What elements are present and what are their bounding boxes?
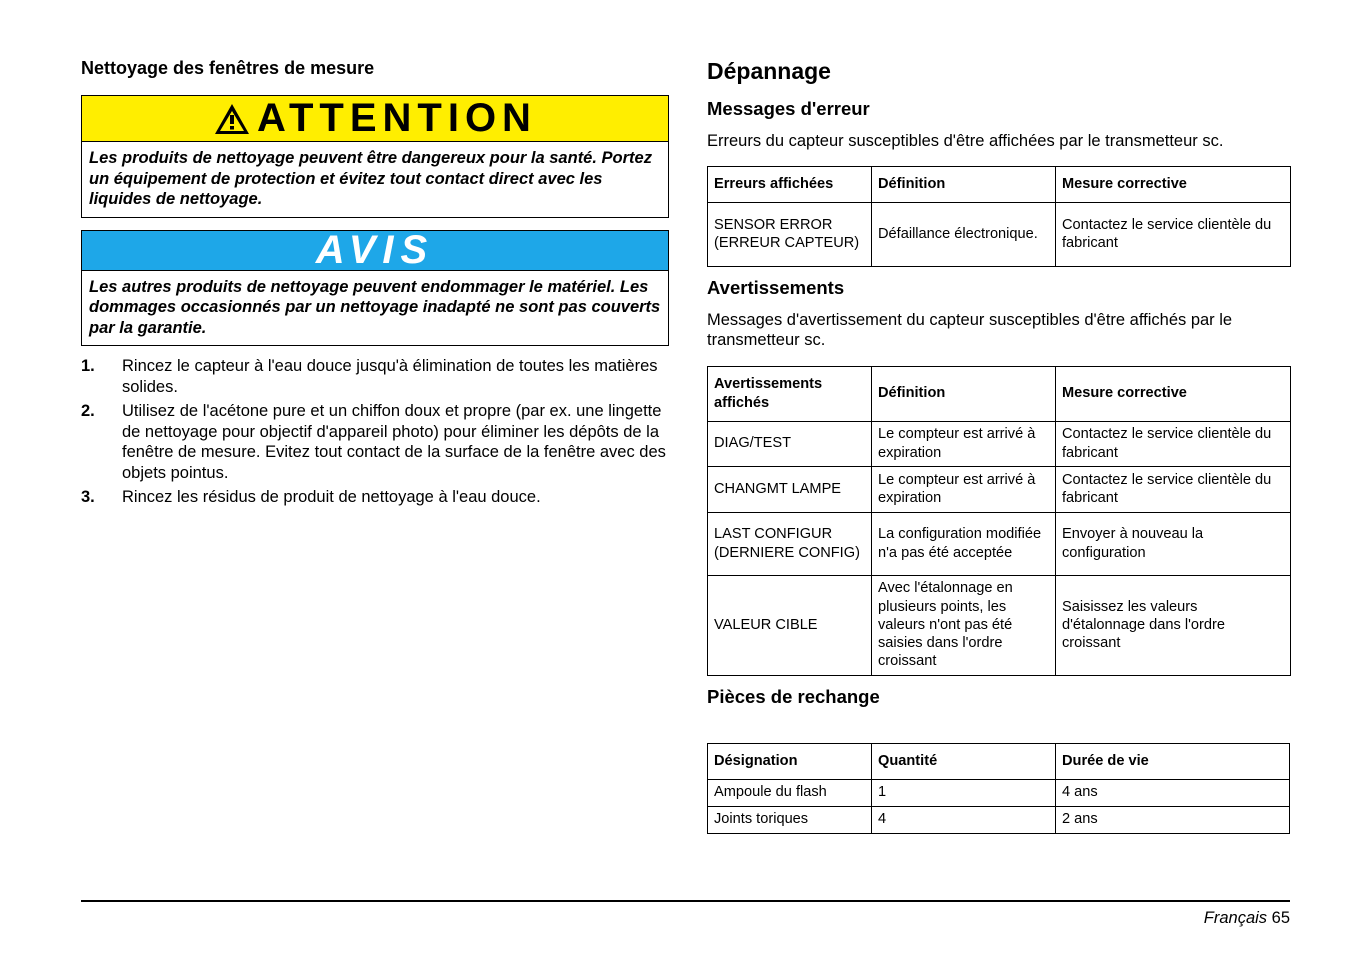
right-column [707, 57, 1290, 834]
table-cell: Ampoule du flash [708, 779, 872, 806]
table-row [708, 575, 1291, 675]
table-cell: Saisissez les valeurs d'étalonnage dans l'ordre croissant [1056, 575, 1291, 675]
errors-table [707, 166, 1291, 267]
step-item [81, 401, 669, 483]
avis-box [81, 227, 669, 347]
footer-language: Français [1203, 909, 1268, 927]
table-header-cell: Désignation [708, 743, 872, 779]
step-item [81, 356, 669, 397]
table-cell: Contactez le service clientèle du fabricant [1056, 202, 1291, 266]
table-row [708, 779, 1290, 806]
table-cell: CHANGMT LAMPE [708, 466, 872, 512]
step-text: Utilisez de l'acétone pure et un chiffon doux et propre (par ex. une lingette de nettoyage pour objectif d'appareil photo) pour éliminer les dépôts de la fenêtre de mesure. Evitez tout contact de la surface de la fenêtre avec des objets pointus. [122, 402, 666, 482]
attention-title: ATTENTION [257, 96, 537, 140]
table-cell: DIAG/TEST [708, 421, 872, 466]
left-column [81, 57, 669, 512]
table-cell: Contactez le service clientèle du fabricant [1056, 466, 1291, 512]
errors-intro: Erreurs du capteur susceptibles d'être affichées par le transmetteur sc. [707, 132, 1224, 150]
table-cell: 4 [872, 806, 1056, 833]
step-item [81, 487, 669, 508]
table-row [708, 466, 1291, 512]
table-header-cell: Quantité [872, 743, 1056, 779]
subsection-title-pieces: Pièces de rechange [707, 685, 880, 707]
avis-text: Les autres produits de nettoyage peuvent endommager le matériel. Les dommages occasionnés par un nettoyage inadapté ne sont pas couverts par la garantie. [89, 277, 661, 337]
table-header-cell: Mesure corrective [1056, 366, 1291, 421]
attention-header [82, 96, 668, 142]
table-cell: LAST CONFIGUR (DERNIERE CONFIG) [708, 512, 872, 575]
cleaning-steps [81, 356, 669, 508]
step-number: 1. [81, 357, 95, 375]
table-header-cell: Avertissements affichés [708, 366, 872, 421]
table-cell: Le compteur est arrivé à expiration [872, 421, 1056, 466]
table-row [708, 512, 1291, 575]
table-cell: Défaillance électronique. [872, 202, 1056, 266]
parts-table [707, 743, 1290, 834]
table-cell: SENSOR ERROR (ERREUR CAPTEUR) [708, 202, 872, 266]
table-header-cell: Définition [872, 166, 1056, 202]
table-header-cell: Définition [872, 366, 1056, 421]
avis-title: AVIS [315, 227, 435, 272]
warnings-table [707, 366, 1291, 676]
step-number: 2. [81, 402, 95, 420]
table-cell: Contactez le service clientèle du fabricant [1056, 421, 1291, 466]
table-header-row [708, 366, 1291, 421]
table-cell: 2 ans [1056, 806, 1290, 833]
table-header-row [708, 166, 1291, 202]
subsection-title-erreurs: Messages d'erreur [707, 98, 870, 119]
step-text: Rincez les résidus de produit de nettoyage à l'eau douce. [122, 488, 541, 506]
table-header-cell: Erreurs affichées [708, 166, 872, 202]
attention-box [81, 95, 669, 218]
table-row [708, 421, 1291, 466]
table-cell: Avec l'étalonnage en plusieurs points, les valeurs n'ont pas été saisies dans l'ordre croissant [872, 575, 1056, 675]
page-footer [1204, 908, 1290, 928]
attention-text: Les produits de nettoyage peuvent être dangereux pour la santé. Portez un équipement de protection et évitez tout contact direct avec les liquides de nettoyage. [89, 149, 652, 208]
warning-triangle-icon [213, 102, 251, 136]
table-cell: 1 [872, 779, 1056, 806]
warnings-intro: Messages d'avertissement du capteur susceptibles d'être affichés par le transmetteur sc. [707, 310, 1233, 349]
table-cell: VALEUR CIBLE [708, 575, 872, 675]
avis-header [82, 227, 668, 272]
table-header-row [708, 743, 1290, 779]
table-row [708, 806, 1290, 833]
table-header-cell: Mesure corrective [1056, 166, 1291, 202]
section-title-nettoyage: Nettoyage des fenêtres de mesure [81, 58, 375, 78]
subsection-title-avertissements: Avertissements [707, 276, 845, 298]
table-cell: 4 ans [1056, 779, 1290, 806]
table-cell: Le compteur est arrivé à expiration [872, 466, 1056, 512]
step-text: Rincez le capteur à l'eau douce jusqu'à élimination de toutes les matières solides. [122, 357, 658, 396]
section-title-depannage: Dépannage [707, 58, 831, 84]
table-cell: La configuration modifiée n'a pas été acceptée [872, 512, 1056, 575]
table-row [708, 202, 1291, 266]
table-header-cell: Durée de vie [1056, 743, 1290, 779]
table-cell: Envoyer à nouveau la configuration [1056, 512, 1291, 575]
footer-divider [81, 900, 1290, 902]
step-number: 3. [81, 488, 95, 506]
page-number: 65 [1271, 909, 1290, 927]
table-cell: Joints toriques [708, 806, 872, 833]
